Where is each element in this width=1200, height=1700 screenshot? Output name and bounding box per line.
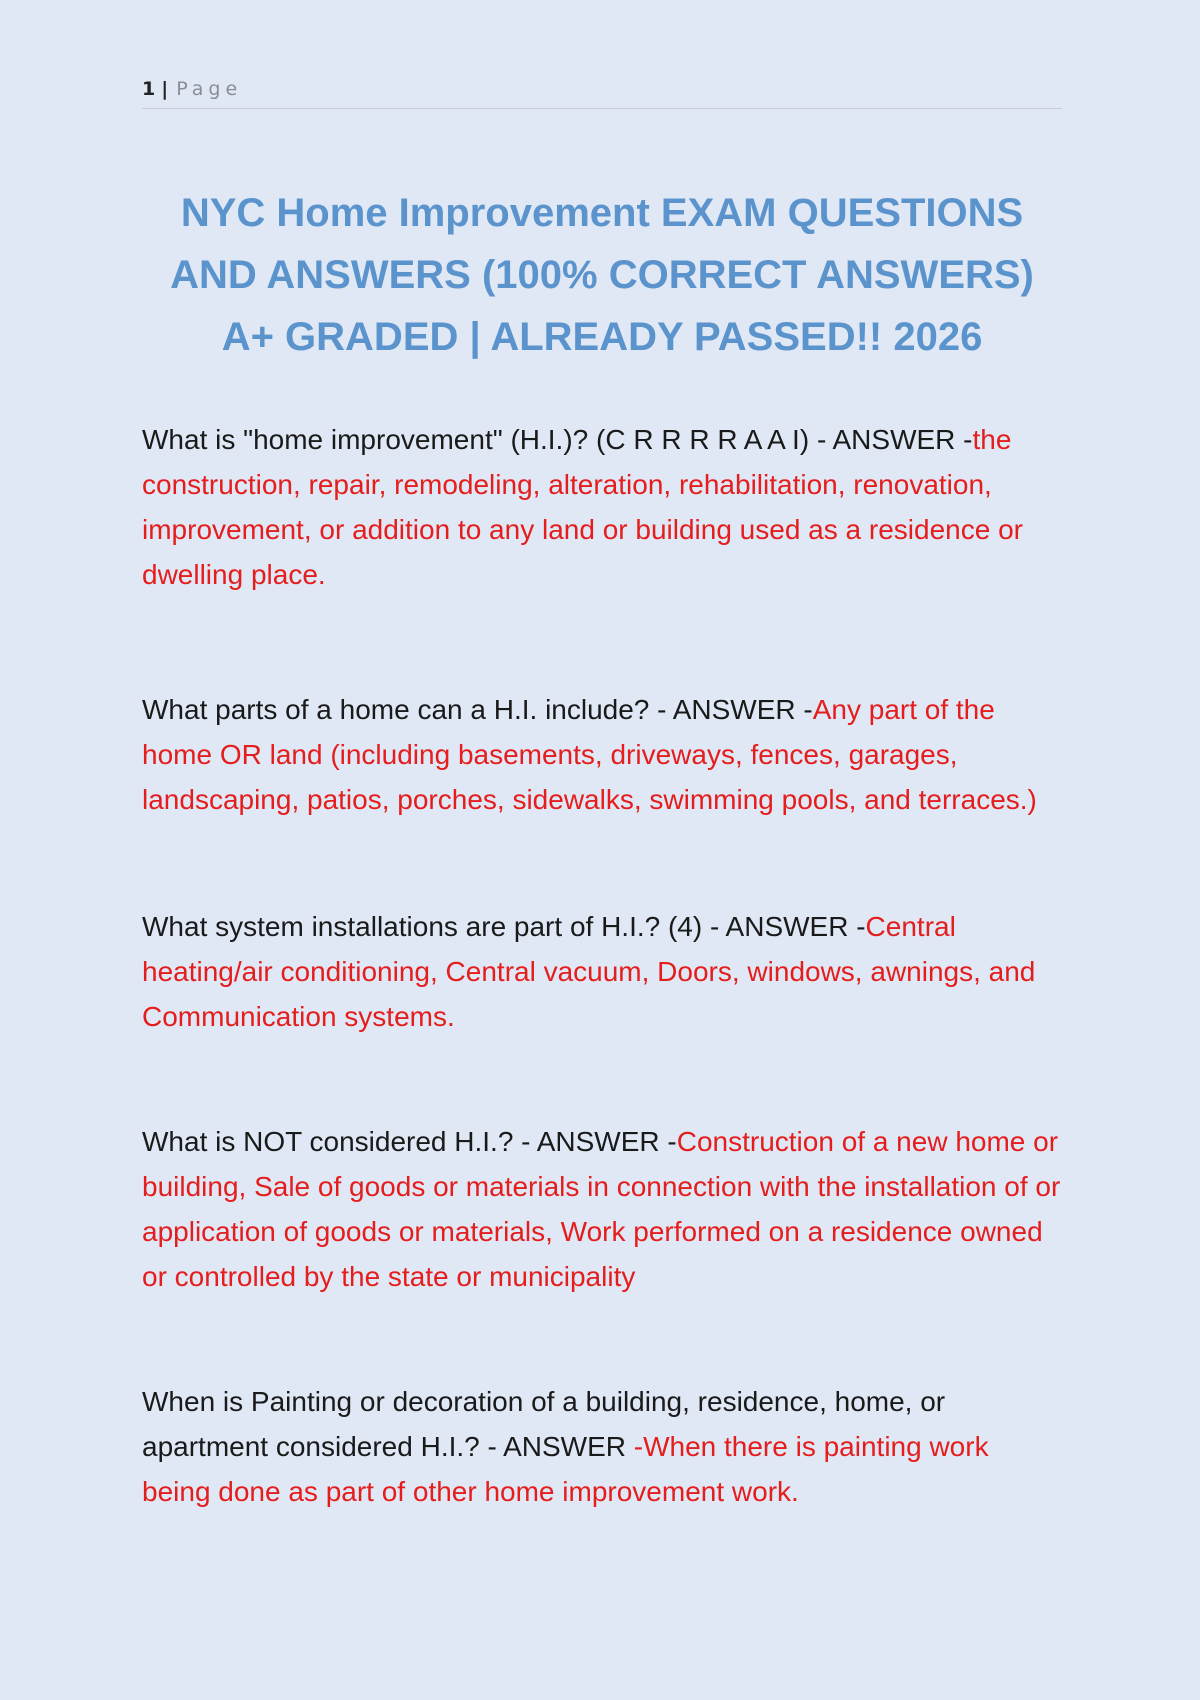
page-label: Page xyxy=(176,78,243,100)
answer-text: the construction, repair, remodeling, alteration, rehabilitation, renovation, improvement, or addition to any land or building used as a residence or dwelling place. xyxy=(142,424,1023,590)
page-separator: | xyxy=(161,78,169,100)
page-header xyxy=(142,78,1062,109)
qa-item xyxy=(142,1119,1062,1299)
question-text: What is NOT considered H.I.? - ANSWER - xyxy=(142,1126,677,1157)
answer-text: -When there is painting work being done as part of other home improvement work. xyxy=(142,1431,989,1507)
question-text: When is Painting or decoration of a building, residence, home, or apartment considered H.I.? - ANSWER xyxy=(142,1386,946,1462)
qa-item xyxy=(142,1379,1062,1514)
question-text: What system installations are part of H.I.? (4) - ANSWER - xyxy=(142,911,866,942)
qa-list xyxy=(142,417,1062,1514)
qa-item xyxy=(142,904,1062,1039)
qa-item xyxy=(142,687,1062,822)
page-number: 1 xyxy=(142,78,156,100)
answer-text: Construction of a new home or building, Sale of goods or materials in connection with the installation of or application of goods or materials, Work performed on a residence owned or controlled by the state or municipality xyxy=(142,1126,1061,1292)
question-text: What is "home improvement" (H.I.)? (C R R R R A A I) - ANSWER - xyxy=(142,424,973,455)
document-title: NYC Home Improvement EXAM QUESTIONS AND ANSWERS (100% CORRECT ANSWERS) A+ GRADED | ALREADY PASSED!! 2026 xyxy=(170,190,1034,359)
answer-text: Any part of the home OR land (including basements, driveways, fences, garages, landscaping, patios, porches, sidewalks, swimming pools, and terraces.) xyxy=(142,694,1037,815)
qa-item xyxy=(142,417,1062,597)
question-text: What parts of a home can a H.I. include? - ANSWER - xyxy=(142,694,813,725)
answer-text: Central heating/air conditioning, Central vacuum, Doors, windows, awnings, and Communication systems. xyxy=(142,911,1036,1032)
